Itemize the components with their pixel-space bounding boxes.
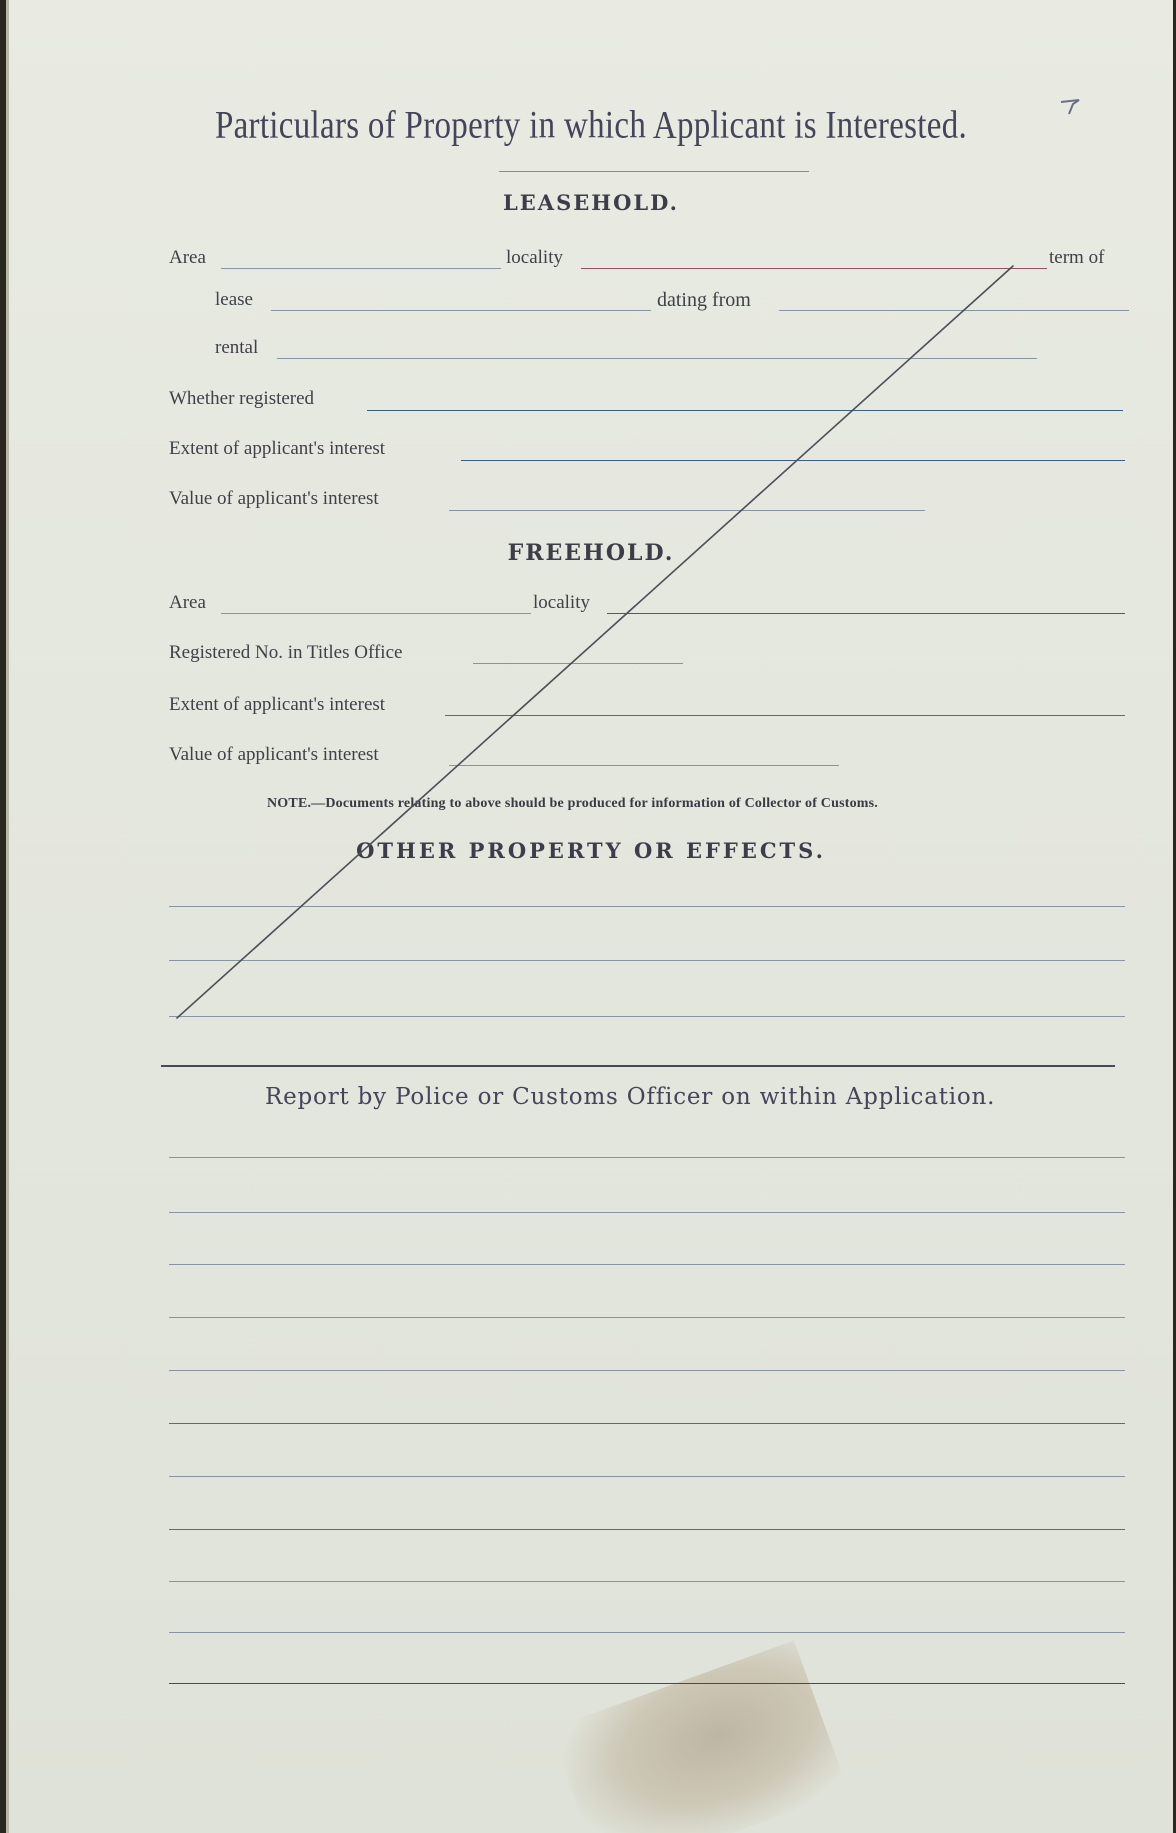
freehold-area-label: Area xyxy=(169,592,206,613)
customs-note: NOTE.—Documents relating to above should be produced for information of Collector of Customs. xyxy=(267,796,879,811)
freehold-extent-label: Extent of applicant's interest xyxy=(169,694,386,715)
cancellation-stroke xyxy=(9,0,1173,1833)
corner-mark-icon xyxy=(1059,98,1083,118)
leasehold-locality-label: locality xyxy=(506,247,563,268)
form-sheet xyxy=(6,0,1173,1833)
freehold-value-label: Value of applicant's interest xyxy=(169,744,379,765)
page-title: Particulars of Property in which Applicant is Interested. xyxy=(214,104,968,148)
leasehold-value-label: Value of applicant's interest xyxy=(169,488,379,509)
other-property-heading: OTHER PROPERTY OR EFFECTS. xyxy=(356,838,826,863)
leasehold-area-label: Area xyxy=(169,247,206,268)
freehold-heading: FREEHOLD. xyxy=(507,540,675,566)
leasehold-term-label: term of xyxy=(1049,247,1105,268)
freehold-locality-label: locality xyxy=(533,592,590,613)
report-heading: Report by Police or Customs Officer on within Application. xyxy=(265,1084,996,1110)
leasehold-registered-label: Whether registered xyxy=(169,388,315,409)
leasehold-lease-label: lease xyxy=(215,289,253,310)
leasehold-dating-label: dating from xyxy=(657,289,751,311)
freehold-titles-label: Registered No. in Titles Office xyxy=(169,642,403,663)
leasehold-heading: LEASEHOLD. xyxy=(503,190,679,215)
leasehold-extent-label: Extent of applicant's interest xyxy=(169,438,386,459)
leasehold-rental-label: rental xyxy=(215,337,259,358)
